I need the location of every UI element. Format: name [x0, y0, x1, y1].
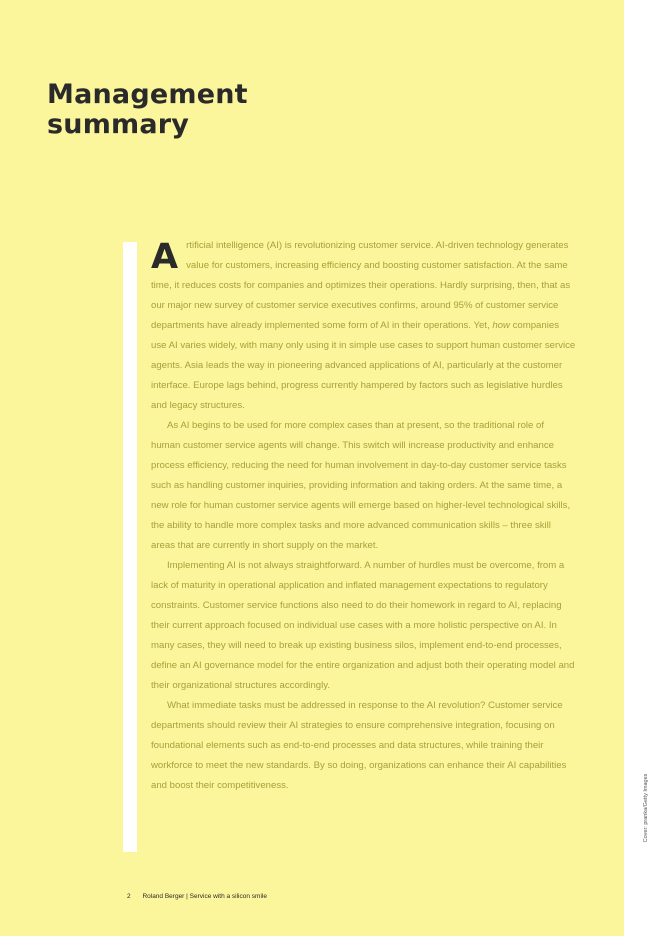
- page-title: [47, 80, 248, 140]
- drop-cap: A: [151, 237, 179, 277]
- page-title-line-1: Management: [47, 79, 248, 110]
- image-credit: Cover: pranka/Getty Images: [643, 773, 649, 843]
- paragraph-1-rest: companies use AI varies widely, with many only using it in simple use cases to support human customer service agents. Asia leads the way in pioneering advanced applications of AI, particularly at the customer interface. Europe lags behind, progress currently hampered by factors such as legislative hurdles and legacy structures.: [151, 320, 576, 411]
- page-number: 2: [127, 893, 131, 900]
- page-title-line-2: summary: [47, 109, 190, 140]
- paragraph-1-emphasis: how: [492, 320, 510, 331]
- paragraph-4: What immediate tasks must be addressed in response to the AI revolution? Customer service departments should review their AI strategies to ensure comprehensive integration, focusing on foundational elements such as end-to-end processes and data structures, while training their workforce to meet the new standards. By so doing, organizations can enhance their AI capabilities and boost their competitiveness.: [151, 700, 567, 791]
- page-footer: [127, 893, 267, 900]
- paragraph-2: As AI begins to be used for more complex cases than at present, so the traditional role of human customer service agents will change. This switch will increase productivity and enhance process efficiency, reducing the need for human involvement in day-to-day customer service tasks such as handling customer inquiries, providing information and taking orders. At the same time, a new role for human customer service agents will emerge based on higher-level technological skills, the ability to handle more complex tasks and more advanced communication skills – three skill areas that are currently in short supply on the market.: [151, 420, 571, 551]
- paragraph-1-text: rtificial intelligence (AI) is revolutionizing customer service. AI-driven technology generates value for customers, increasing efficiency and boosting customer satisfaction. At the same time, it reduces costs for companies and optimizes their operations. Hardly surprising, then, that as our major new survey of customer service executives confirms, around 95% of customer service departments have already implemented some form of AI in their operations. Yet,: [151, 240, 571, 331]
- publication-title: Roland Berger | Service with a silicon smile: [142, 893, 267, 900]
- paragraph-1: [151, 236, 576, 416]
- paragraph-3: Implementing AI is not always straightforward. A number of hurdles must be overcome, from a lack of maturity in operational application and inflated management expectations to regulatory constraints. Customer service functions also need to do their homework in regard to AI, replacing their current approach focused on individual use cases with a more holistic perspective on AI. In many cases, they will need to break up existing business silos, implement end-to-end processes, define an AI governance model for the entire organization and adjust both their operating model and their organizational structures accordingly.: [151, 560, 575, 691]
- summary-body: [151, 236, 576, 796]
- accent-bar: [123, 242, 137, 852]
